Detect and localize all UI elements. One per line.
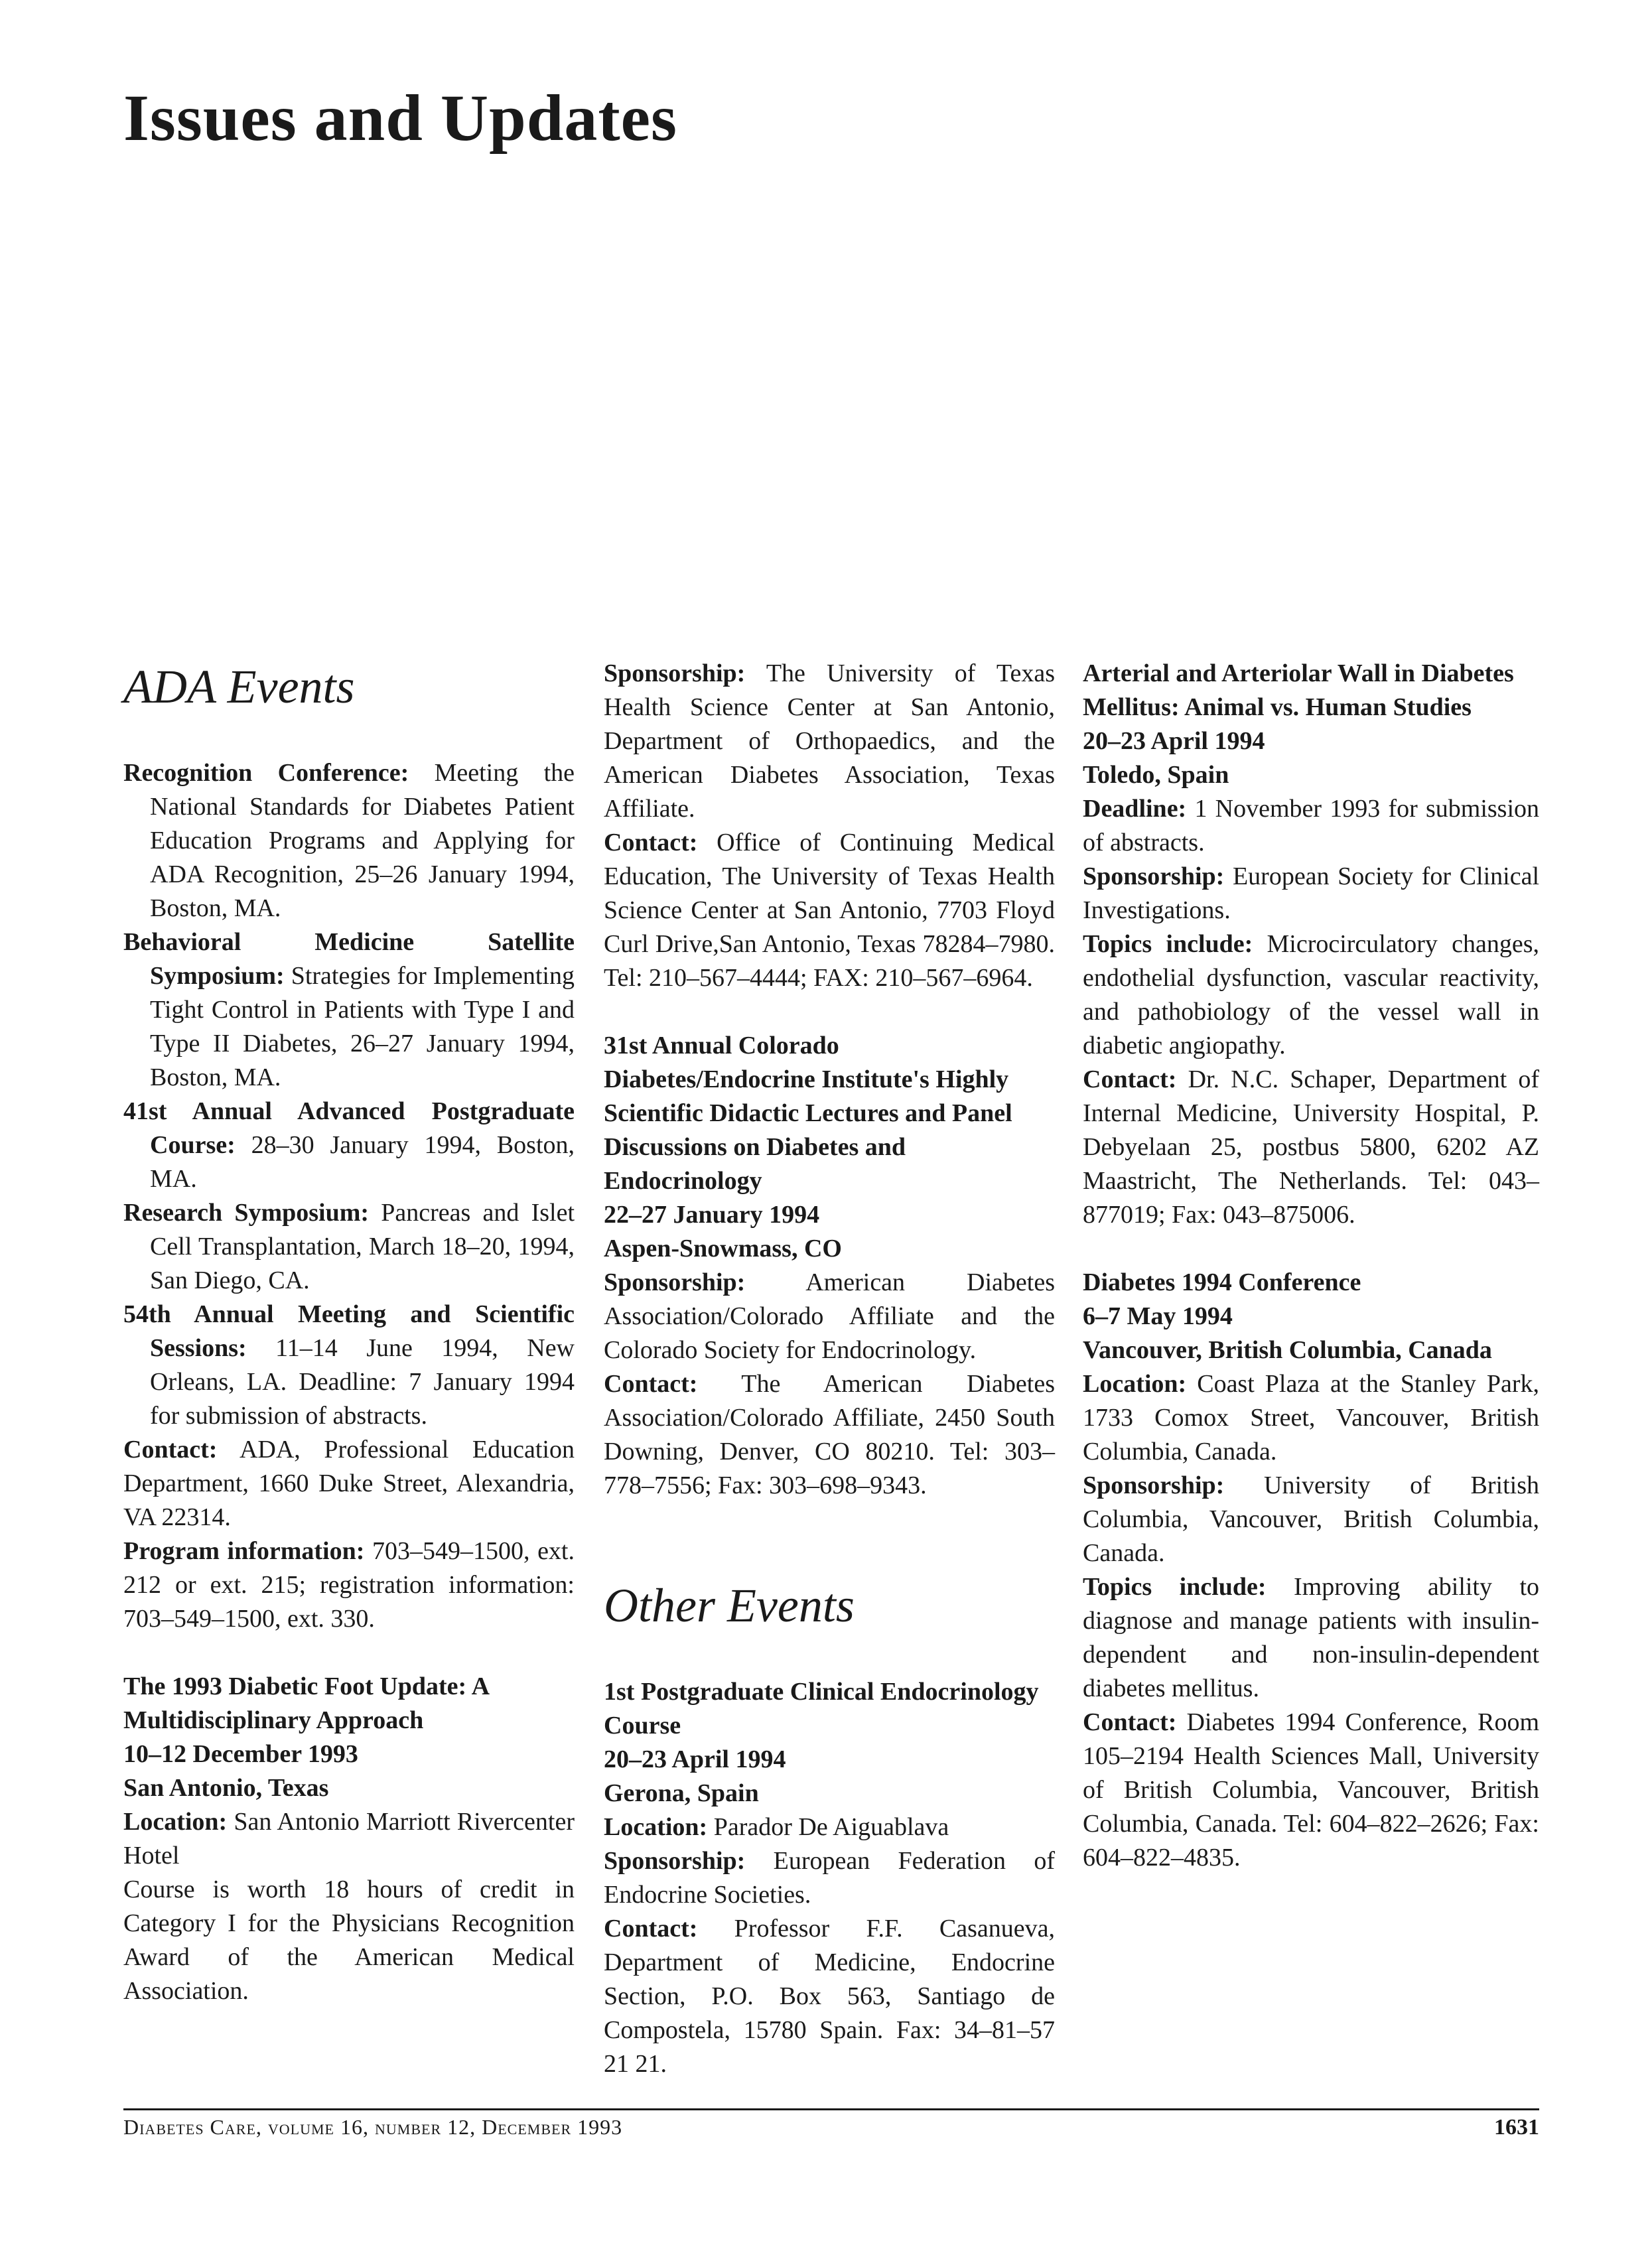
- location-text: Parador De Aiguablava: [713, 1813, 949, 1841]
- sponsorship-label: Sponsorship:: [1083, 862, 1225, 890]
- event-contact: [1083, 1706, 1539, 1875]
- contact-label: Contact:: [604, 829, 698, 856]
- event-contact: [604, 1912, 1055, 2081]
- event-title: Arterial and Arteriolar Wall in Diabetes Mellitus: Animal vs. Human Studies: [1083, 659, 1514, 721]
- deadline-label: Deadline:: [1083, 795, 1187, 823]
- sponsorship-label: Sponsorship:: [604, 1847, 746, 1875]
- other-events-heading: Other Events: [604, 1579, 855, 1632]
- event-deadline: [1083, 792, 1539, 860]
- event-topics: [1083, 1570, 1539, 1706]
- sponsorship-text: European Society for Clinical Investigations.: [1083, 862, 1540, 924]
- ada-contact: [123, 1433, 575, 1534]
- event-location: [604, 1810, 1055, 1844]
- location-label: Location:: [1083, 1370, 1187, 1398]
- event-toledo: [1083, 657, 1539, 1232]
- event-title: The 1993 Diabetic Foot Update: A Multidisciplinary Approach: [123, 1672, 488, 1734]
- column-left: [123, 657, 575, 2008]
- sponsorship-label: Sponsorship:: [1083, 1471, 1225, 1499]
- event-location: [1083, 1367, 1539, 1469]
- event-foot-update-continued: [604, 657, 1055, 995]
- item-text: Pancreas and Islet Cell Transplantation, March 18–20, 1994, San Diego, CA.: [150, 1199, 575, 1294]
- event-place: San Antonio, Texas: [123, 1774, 329, 1802]
- event-sponsorship: [604, 1266, 1055, 1367]
- item-label: Research Symposium:: [123, 1199, 370, 1227]
- event-sponsorship: [604, 657, 1055, 826]
- event-vancouver: [1083, 1266, 1539, 1875]
- item-text: Strategies for Implementing Tight Control in Patients with Type I and Type II Diabetes, 26–27 January 1994, Boston, MA.: [150, 962, 575, 1091]
- location-text: San Antonio Marriott Rivercenter Hotel: [123, 1808, 575, 1870]
- topics-label: Topics include:: [1083, 930, 1253, 958]
- contact-label: Contact:: [604, 1370, 698, 1398]
- item-text: 28–30 January 1994, Boston, MA.: [150, 1131, 575, 1193]
- event-dates: 20–23 April 1994: [1083, 727, 1265, 755]
- ada-event-item: [123, 925, 575, 1095]
- column-middle: [604, 657, 1055, 2081]
- location-label: Location:: [604, 1813, 708, 1841]
- event-place: Aspen-Snowmass, CO: [604, 1235, 842, 1262]
- event-dates: 6–7 May 1994: [1083, 1302, 1233, 1330]
- sponsorship-text: American Diabetes Association/Colorado Affiliate and the Colorado Society for Endocrinology.: [604, 1268, 1055, 1364]
- contact-text: Dr. N.C. Schaper, Department of Internal Medicine, University Hospital, P. Debyelaan 25, postbus 5800, 6202 AZ Maastricht, The Netherlands. Tel: 043–877019; Fax: 043–875006.: [1083, 1065, 1539, 1229]
- ada-event-item: [123, 756, 575, 925]
- footer-journal-info: Diabetes Care, volume 16, number 12, December 1993: [123, 2115, 623, 2139]
- ada-events-list: [123, 756, 575, 1636]
- event-place: Toledo, Spain: [1083, 761, 1229, 789]
- ada-event-item: [123, 1095, 575, 1196]
- topics-label: Topics include:: [1083, 1573, 1267, 1601]
- location-label: Location:: [123, 1808, 228, 1836]
- topics-text: Improving ability to diagnose and manage patients with insulin-dependent and non-insulin-dependent diabetes mellitus.: [1083, 1573, 1539, 1702]
- program-text: 703–549–1500, ext. 212 or ext. 215; registration information: 703–549–1500, ext. 330.: [123, 1537, 575, 1633]
- program-label: Program information:: [123, 1537, 365, 1565]
- event-dates: 20–23 April 1994: [604, 1745, 786, 1773]
- column-right: [1083, 657, 1539, 1875]
- item-label: Behavioral Medicine Satellite Symposium:: [123, 928, 575, 990]
- event-location: [123, 1805, 575, 1873]
- page-title: Issues and Updates: [123, 81, 677, 155]
- contact-text: Office of Continuing Medical Education, The University of Texas Health Science Center at San Antonio, 7703 Floyd Curl Drive,San Antonio, Texas 78284–7980. Tel: 210–567–4444; FAX: 210–567–6964.: [604, 829, 1055, 992]
- contact-label: Contact:: [123, 1436, 218, 1464]
- event-sponsorship: [604, 1844, 1055, 1912]
- contact-text: The American Diabetes Association/Colorado Affiliate, 2450 South Downing, Denver, CO 80210. Tel: 303–778–7556; Fax: 303–698–9343.: [604, 1370, 1055, 1499]
- event-foot-update: [123, 1670, 575, 2008]
- event-place: Gerona, Spain: [604, 1779, 759, 1807]
- event-dates: 22–27 January 1994: [604, 1201, 820, 1229]
- ada-event-item: [123, 1196, 575, 1298]
- footer-rule: [123, 2108, 1539, 2110]
- contact-text: Diabetes 1994 Conference, Room 105–2194 Health Sciences Mall, University of British Columbia, Vancouver, British Columbia, Canada. Tel: 604–822–2626; Fax: 604–822–4835.: [1083, 1708, 1539, 1872]
- event-topics: [1083, 927, 1539, 1063]
- topics-text: Microcirculatory changes, endothelial dysfunction, vascular reactivity, and pathobiology of the vessel wall in diabetic angiopathy.: [1083, 930, 1539, 1059]
- event-title: 1st Postgraduate Clinical Endocrinology Course: [604, 1678, 1039, 1739]
- sponsorship-label: Sponsorship:: [604, 1268, 746, 1296]
- contact-label: Contact:: [1083, 1708, 1177, 1736]
- event-title: Diabetes 1994 Conference: [1083, 1268, 1361, 1296]
- sponsorship-text: European Federation of Endocrine Societies.: [604, 1847, 1055, 1909]
- ada-event-item: [123, 1298, 575, 1433]
- event-place: Vancouver, British Columbia, Canada: [1083, 1336, 1492, 1364]
- event-colorado: [604, 1029, 1055, 1503]
- sponsorship-text: University of British Columbia, Vancouver, British Columbia, Canada.: [1083, 1471, 1540, 1567]
- event-note: Course is worth 18 hours of credit in Category I for the Physicians Recognition Award of the American Medical Association.: [123, 1875, 575, 2005]
- contact-label: Contact:: [604, 1915, 698, 1942]
- location-text: Coast Plaza at the Stanley Park, 1733 Comox Street, Vancouver, British Columbia, Canada.: [1083, 1370, 1539, 1465]
- event-contact: [1083, 1063, 1539, 1232]
- item-text: 11–14 June 1994, New Orleans, LA. Deadline: 7 January 1994 for submission of abstracts.: [150, 1334, 575, 1430]
- sponsorship-text: The University of Texas Health Science Center at San Antonio, Department of Orthopaedics, and the American Diabetes Association, Texas Affiliate.: [604, 659, 1055, 823]
- event-dates: 10–12 December 1993: [123, 1740, 358, 1768]
- footer-page-number: 1631: [1494, 2115, 1539, 2140]
- item-label: 54th Annual Meeting and Scientific Sessions:: [123, 1300, 575, 1362]
- event-sponsorship: [1083, 860, 1539, 927]
- event-title: 31st Annual Colorado Diabetes/Endocrine Institute's Highly Scientific Didactic Lectures and Panel Discussions on Diabetes and Endocrinology: [604, 1032, 1012, 1195]
- event-contact: [604, 826, 1055, 995]
- contact-text: Professor F.F. Casanueva, Department of Medicine, Endocrine Section, P.O. Box 563, Santiago de Compostela, 15780 Spain. Fax: 34–81–57 21 21.: [604, 1915, 1056, 2078]
- event-sponsorship: [1083, 1469, 1539, 1570]
- event-contact: [604, 1367, 1055, 1503]
- contact-label: Contact:: [1083, 1065, 1177, 1093]
- contact-text: ADA, Professional Education Department, 1660 Duke Street, Alexandria, VA 22314.: [123, 1436, 575, 1531]
- ada-program-info: [123, 1534, 575, 1636]
- item-label: 41st Annual Advanced Postgraduate Course:: [123, 1097, 575, 1159]
- event-gerona: [604, 1675, 1055, 2081]
- deadline-text: 1 November 1993 for submission of abstracts.: [1083, 795, 1540, 856]
- sponsorship-label: Sponsorship:: [604, 659, 746, 687]
- item-text: Meeting the National Standards for Diabetes Patient Education Programs and Applying for ADA Recognition, 25–26 January 1994, Boston, MA.: [150, 759, 575, 922]
- ada-events-heading: ADA Events: [123, 660, 355, 713]
- item-label: Recognition Conference:: [123, 759, 409, 787]
